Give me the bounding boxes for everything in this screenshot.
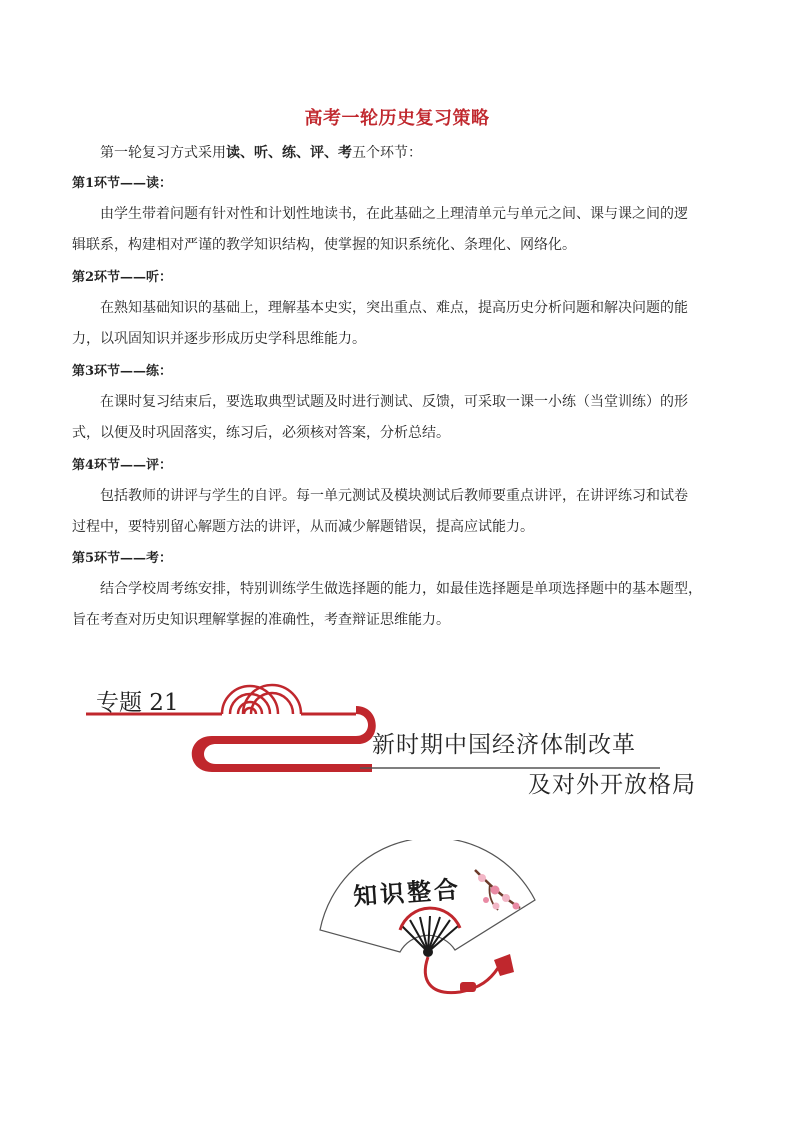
section-5-line-2: 旨在考查对历史知识理解掌握的准确性，考查辩证思维能力。 [72, 612, 450, 628]
section-2-body [72, 293, 722, 355]
section-1-heading: 第1环节——读： [72, 176, 173, 191]
section-2-line-1: 在熟知基础知识的基础上，理解基本史实，突出重点、难点，提高历史分析问题和解决问题的能 [100, 300, 688, 316]
section-2-heading: 第2环节——听： [72, 270, 173, 285]
intro-prefix: 第一轮复习方式采用 [100, 145, 226, 161]
section-1-line-2: 辑联系，构建相对严谨的教学知识结构，使掌握的知识系统化、条理化、网络化。 [72, 237, 576, 253]
section-1-line-1: 由学生带着问题有针对性和计划性地读书，在此基础之上理清单元与单元之间、课与课之间的逻 [100, 206, 688, 222]
page-title: 高考一轮历史复习策略 [304, 108, 490, 129]
fan-label: 知识整合 [352, 874, 463, 911]
section-2-line-2: 力，以巩固知识并逐步形成历史学科思维能力。 [72, 331, 366, 347]
fan-pivot [423, 947, 433, 957]
section-3-heading: 第3环节——练： [72, 364, 173, 379]
tassel-knot [460, 982, 476, 992]
folding-fan-illustration [310, 840, 550, 1010]
red-swoosh-ornament [192, 706, 376, 772]
topic-number: 专题 21 [96, 690, 179, 716]
section-5-heading: 第5环节——考： [72, 551, 173, 566]
intro-suffix: 五个环节： [352, 145, 422, 161]
section-4-line-2: 过程中，要特别留心解题方法的讲评，从而减少解题错误，提高应试能力。 [72, 519, 534, 535]
section-4-heading: 第4环节——评： [72, 458, 173, 473]
section-5-body [72, 574, 722, 636]
section-4-line-1: 包括教师的讲评与学生的自评。每一单元测试及模块测试后教师要重点讲评，在讲评练习和试卷 [100, 488, 688, 504]
section-3-line-2: 式，以便及时巩固落实，练习后，必须核对答案，分析总结。 [72, 425, 450, 441]
section-1-body [72, 199, 722, 261]
topic-title-line-2: 及对外开放格局 [528, 772, 696, 798]
section-3-line-1: 在课时复习结束后，要选取典型试题及时进行测试、反馈，可采取一课一小练（当堂训练）的形 [100, 394, 688, 410]
intro-bold-items: 读、听、练、评、考 [226, 145, 352, 161]
concentric-arc-ornament [222, 685, 301, 714]
intro-paragraph [72, 138, 722, 169]
fan-ribs [402, 916, 458, 952]
section-3-body [72, 387, 722, 449]
topic-title-line-1: 新时期中国经济体制改革 [372, 732, 636, 758]
section-5-line-1: 结合学校周考练安排，特别训练学生做选择题的能力，如最佳选择题是单项选择题中的基本题型， [100, 581, 702, 597]
tassel-end [494, 954, 514, 976]
section-4-body [72, 481, 722, 543]
